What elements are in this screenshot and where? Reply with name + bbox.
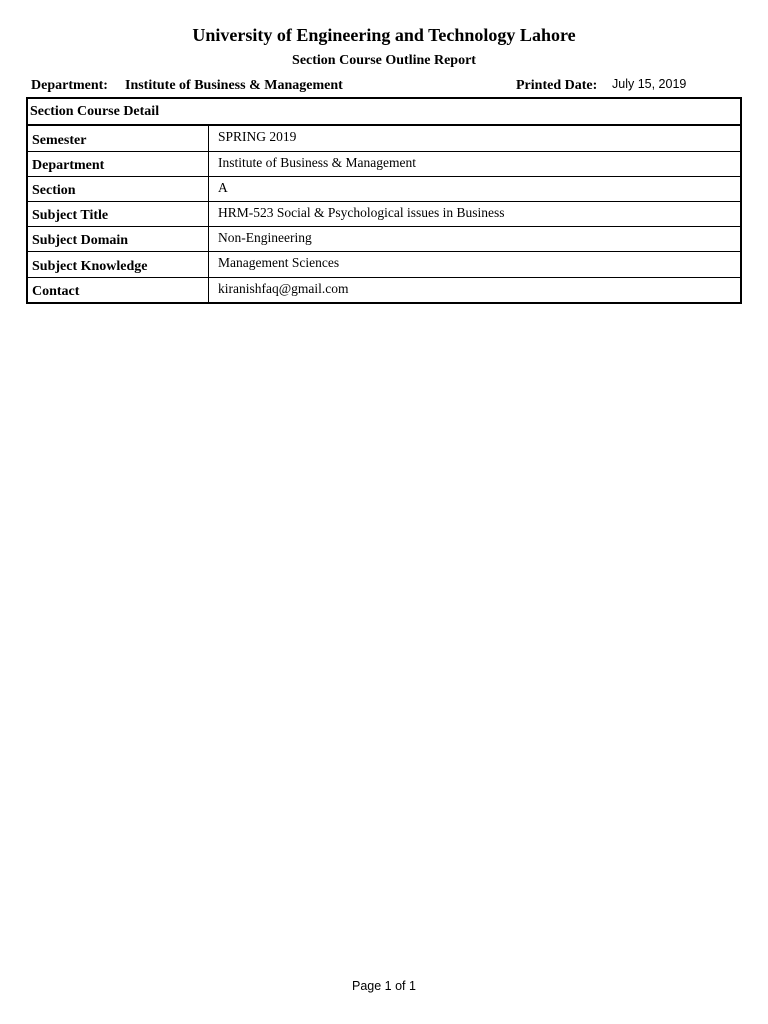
row-value-contact: kiranishfaq@gmail.com [218, 281, 349, 296]
table-row [28, 278, 740, 302]
university-title: University of Engineering and Technology Lahore [192, 25, 576, 45]
row-value-section: A [218, 180, 228, 195]
row-label-department: Department [32, 158, 105, 173]
row-value-department: Institute of Business & Management [218, 155, 416, 170]
department-label: Department: [31, 78, 108, 93]
table-heading: Section Course Detail [30, 104, 160, 119]
row-label-semester: Semester [32, 133, 87, 148]
row-label-contact: Contact [32, 284, 80, 299]
table-row [28, 252, 740, 278]
table-row [28, 126, 740, 152]
row-value-subject-knowledge: Management Sciences [218, 255, 340, 270]
printed-date-value: July 15, 2019 [612, 77, 687, 91]
table-row [28, 177, 740, 202]
page-number: Page 1 of 1 [352, 979, 416, 993]
table-row [28, 202, 740, 227]
row-label-subject-title: Subject Title [32, 208, 109, 223]
row-label-subject-knowledge: Subject Knowledge [32, 259, 148, 274]
table-header [28, 99, 740, 126]
row-value-subject-title: HRM-523 Social & Psychological issues in Business [218, 205, 505, 220]
table-row [28, 152, 740, 177]
row-label-section: Section [32, 183, 76, 198]
row-label-subject-domain: Subject Domain [32, 233, 129, 248]
row-value-subject-domain: Non-Engineering [218, 230, 312, 245]
department-value: Institute of Business & Management [125, 78, 343, 93]
printed-date-label: Printed Date: [516, 78, 598, 93]
report-title: Section Course Outline Report [292, 53, 476, 68]
row-value-semester: SPRING 2019 [218, 129, 297, 144]
section-course-detail-table [26, 97, 742, 304]
table-row [28, 227, 740, 252]
